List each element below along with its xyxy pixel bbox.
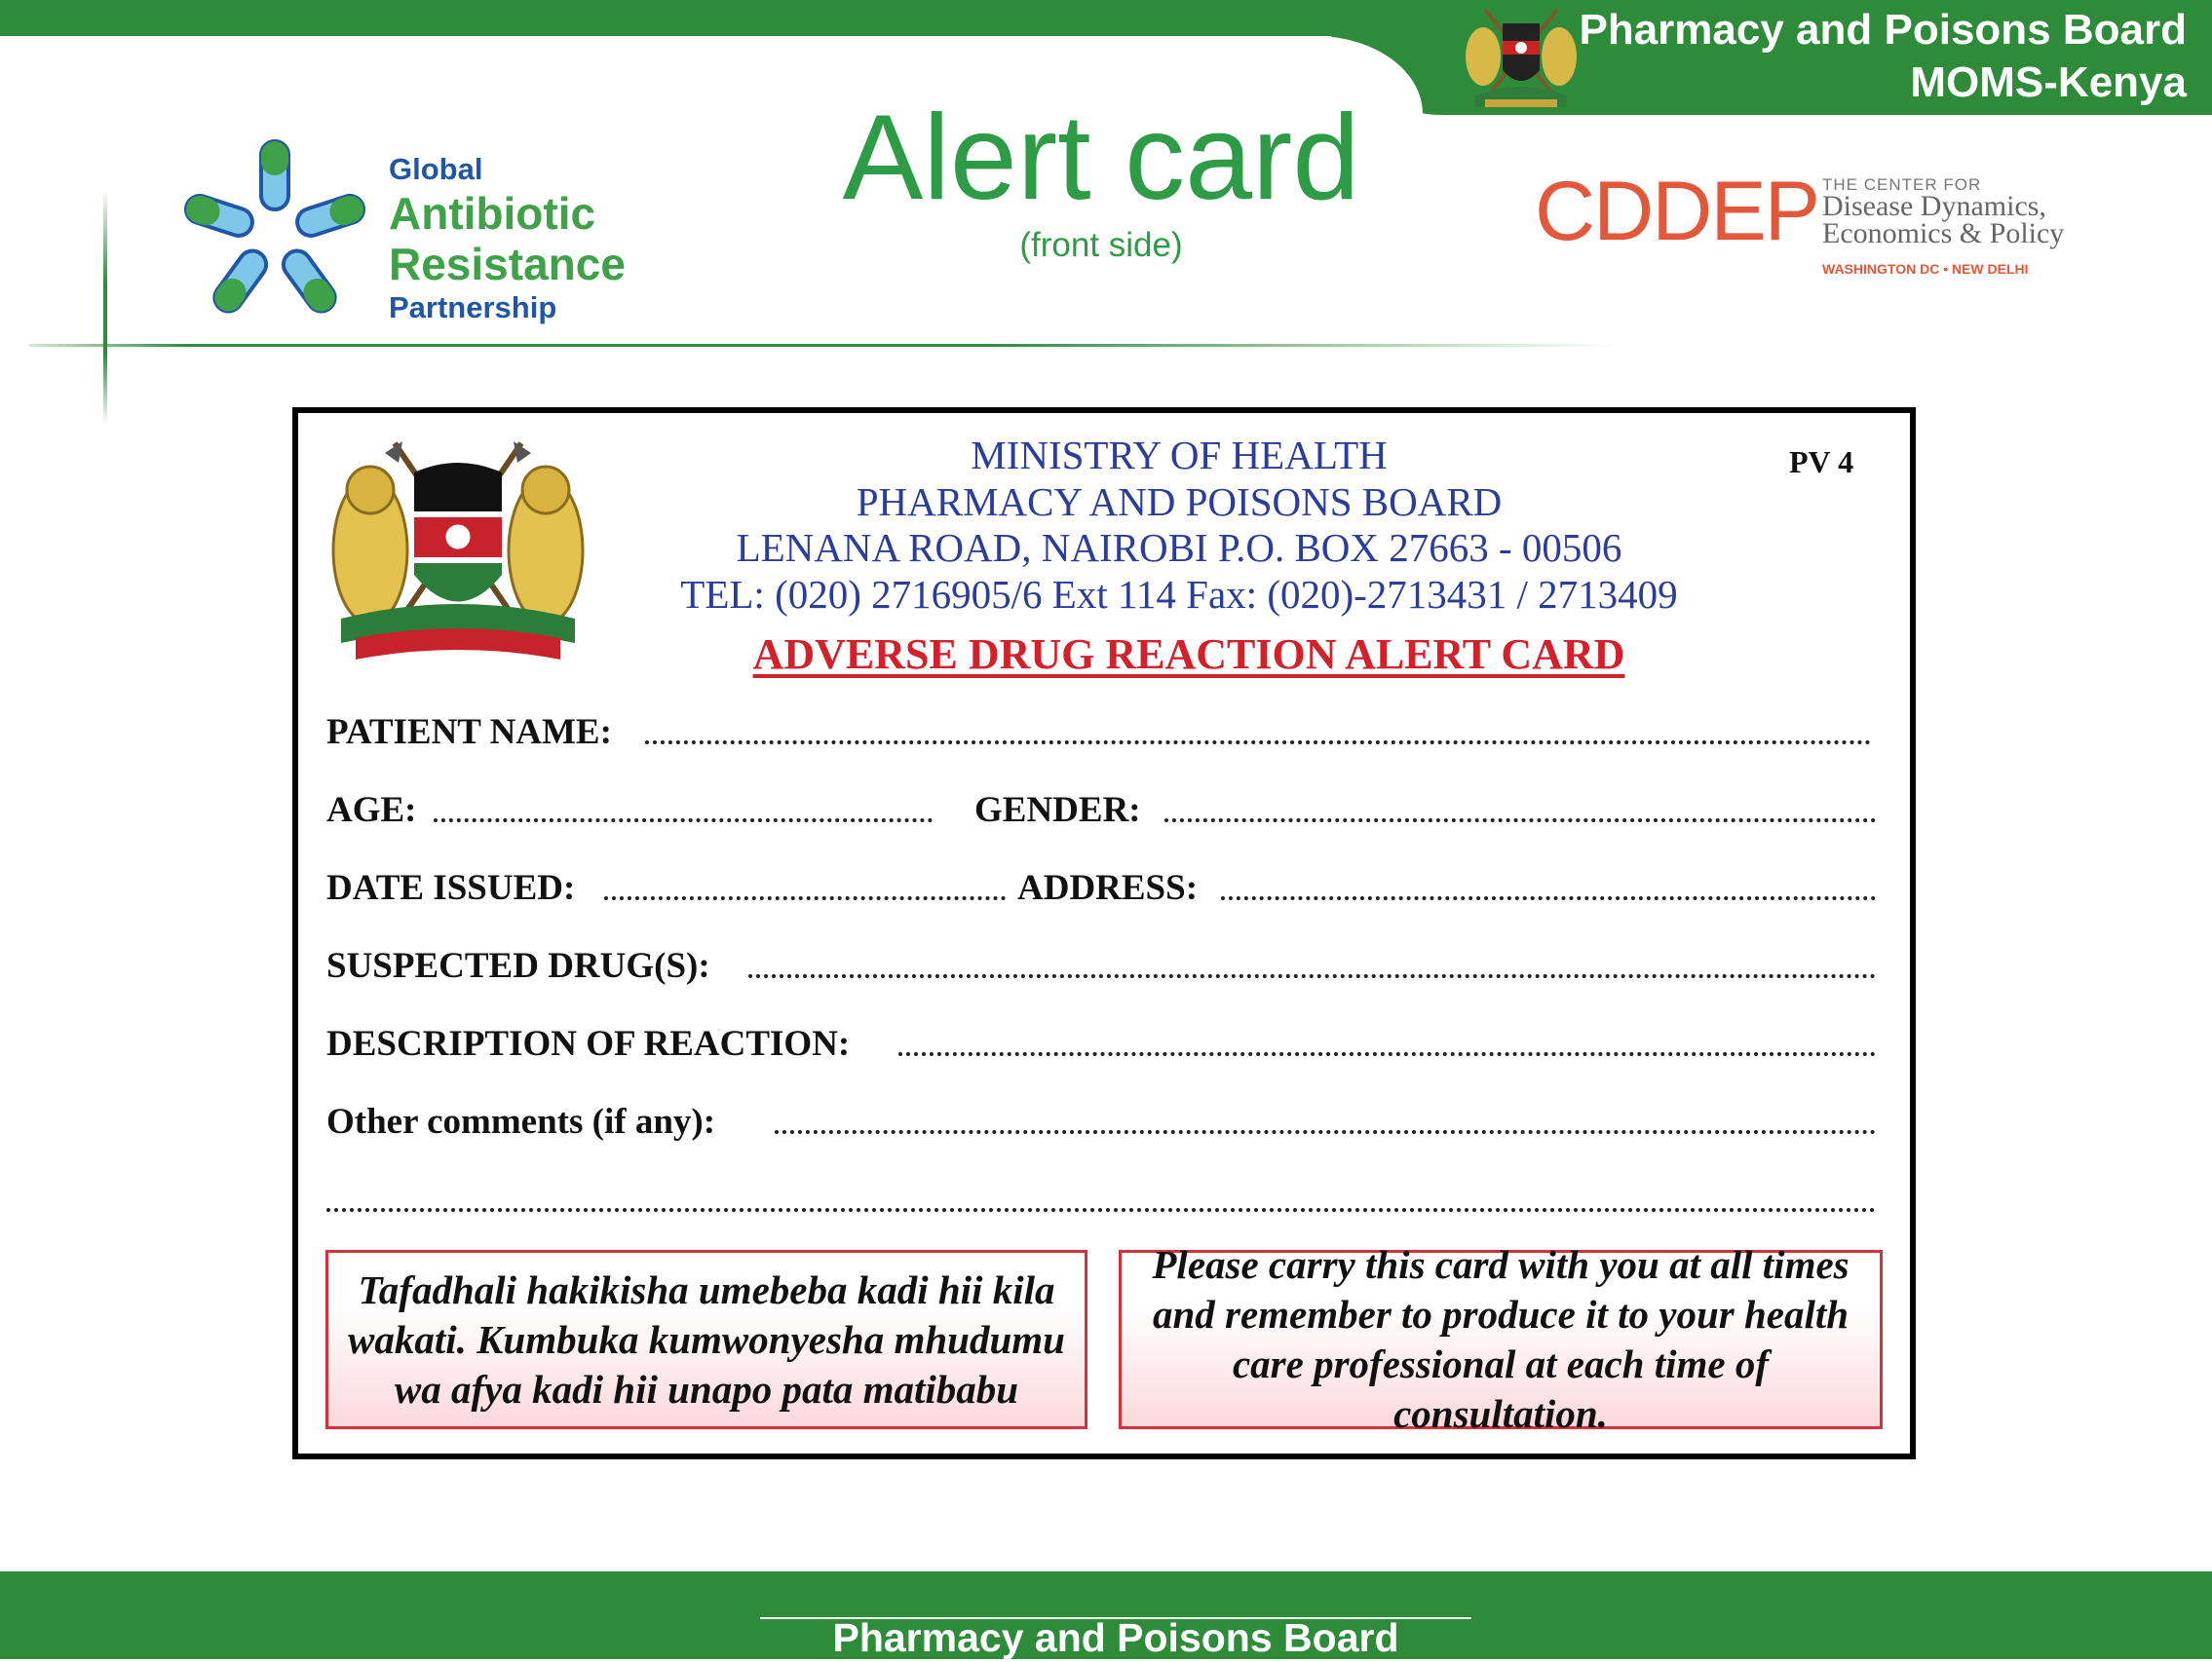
date-issued-line (604, 896, 1006, 900)
garp-partnership: Partnership (389, 290, 557, 324)
card-heading: ADVERSE DRUG REACTION ALERT CARD (752, 630, 1625, 678)
card-address: LENANA ROAD, NAIROBI P.O. BOX 27663 - 00506 (736, 525, 1622, 570)
cddep-tagline-1: Disease Dynamics, (1822, 190, 2046, 222)
cddep-location: WASHINGTON DC • NEW DELHI (1822, 261, 2029, 277)
reaction-description-label: DESCRIPTION OF REACTION: (326, 1024, 851, 1064)
gender-line (1164, 818, 1876, 822)
suspected-drugs-line (748, 974, 1876, 978)
kenya-coat-of-arms-icon (1456, 2, 1586, 111)
card-board: PHARMACY AND POISONS BOARD (856, 479, 1503, 524)
garp-wordmark (389, 151, 626, 326)
age-line (434, 818, 933, 822)
cddep-tagline-small: THE CENTER FOR (1822, 175, 1982, 194)
cddep-tagline-2: Economics & Policy (1822, 217, 2065, 249)
other-comments-line (775, 1130, 1876, 1134)
card-coat-of-arms-icon (326, 434, 590, 667)
card-ministry: MINISTRY OF HEALTH (971, 433, 1388, 477)
other-comments-label: Other comments (if any): (326, 1102, 716, 1142)
decorative-vertical-line (103, 190, 107, 424)
garp-resistance: Resistance (389, 239, 626, 289)
page-title: Alert card (842, 91, 1360, 225)
decorative-horizontal-line (29, 344, 1618, 347)
garp-capsule-logo (180, 139, 370, 329)
notice-english (1119, 1242, 1883, 1436)
cddep-wordmark: CDDEP (1535, 165, 1819, 258)
page-subtitle: (front side) (1019, 226, 1183, 264)
address-label: ADDRESS: (1017, 868, 1199, 908)
notice-swahili (325, 1250, 1087, 1429)
suspected-drugs-label: SUSPECTED DRUG(S): (326, 946, 710, 986)
garp-antibiotic: Antibiotic (389, 188, 596, 239)
gender-label: GENDER: (974, 790, 1141, 830)
reaction-description-line (898, 1052, 1876, 1056)
header-line-2: MOMS-Kenya (1910, 58, 2187, 106)
garp-global: Global (389, 152, 483, 186)
header-title (1579, 4, 2187, 109)
date-issued-label: DATE ISSUED: (326, 868, 576, 908)
card-code: PV 4 (1789, 444, 1854, 479)
notice-english-text: Please carry this card with you at all times and remember to produce it to your health care professional at each time of consultation. (1152, 1242, 1850, 1436)
footer-title: Pharmacy and Poisons Board (832, 1615, 1399, 1660)
address-line (1221, 896, 1876, 900)
age-label: AGE: (326, 790, 417, 830)
notice-swahili-text: Tafadhali hakikisha umebeba kadi hii kila wakati. Kumbuka kumwonyesha mhudumu wa afya kadi hii unapo pata matibabu (348, 1266, 1065, 1412)
card-telephone: TEL: (020) 2716905/6 Ext 114 Fax: (020)-2713431 / 2713409 (680, 572, 1678, 617)
patient-name-label: PATIENT NAME: (326, 712, 612, 752)
patient-name-line (645, 740, 1871, 744)
header-line-1: Pharmacy and Poisons Board (1579, 6, 2187, 54)
extra-comments-line (326, 1208, 1876, 1212)
